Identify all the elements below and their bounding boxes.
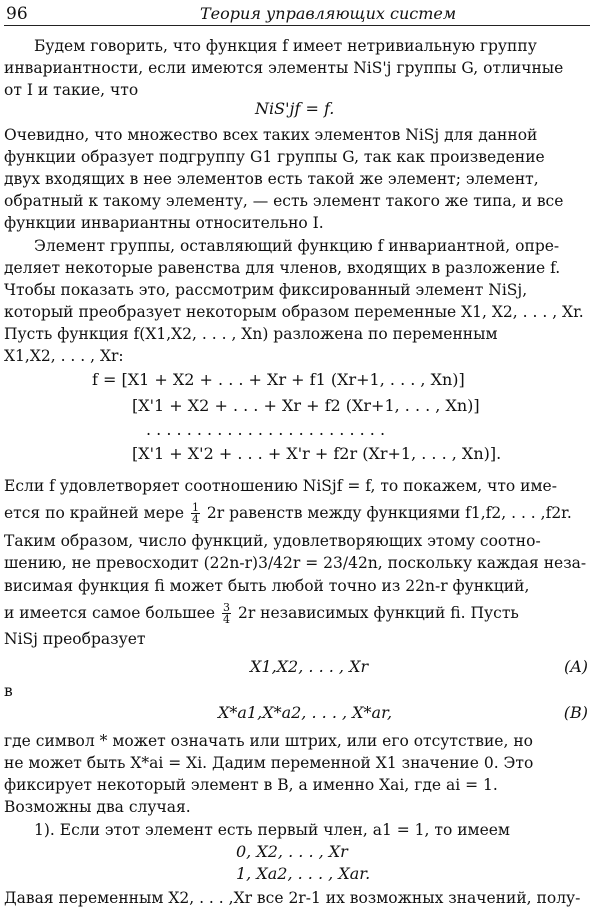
text-line: не может быть X*ai = Xi. Дадим переменной X1 значение 0. Это: [4, 754, 534, 773]
formula-b: X*a1,X*a2, . . . , X*ar,: [218, 703, 393, 723]
text-line: Если f удовлетворяет соотношению NiSjf = f, то покажем, что име-: [4, 476, 557, 495]
text-line: 1). Если этот элемент есть первый член, a1 = 1, то имеем: [34, 820, 510, 839]
equation-tag-a: (A): [563, 656, 588, 676]
fraction-three-quarters: [222, 602, 231, 625]
formula-a: X1,X2, . . . , Xr: [250, 656, 369, 676]
formula-expansion-line-1: f = [X1 + X2 + . . . + Xr + f1 (Xr+1, . . . , Xn)]: [92, 370, 465, 390]
text-fragment: и имеется самое большее: [4, 603, 216, 622]
text-line: NiSj преобразует: [4, 630, 146, 649]
fraction-one-quarter: [191, 502, 200, 525]
text-line: инвариантности, если имеются элементы NiS'j группы G, отличные: [4, 59, 564, 78]
text-line: X1,X2, . . . , Xr:: [4, 347, 124, 366]
text-fragment: ется по крайней мере: [4, 503, 184, 522]
formula-expansion-line-last: [X'1 + X'2 + . . . + X'r + f2r (Xr+1, . . . , Xn)].: [132, 444, 502, 464]
text-line: Таким образом, число функций, удовлетворяющих этому соотно-: [4, 532, 541, 551]
text-line: висимая функция fi может быть любой точно из 22n-r функций,: [4, 576, 530, 595]
formula-case-1-b: 1, Xa2, . . . , Xar.: [236, 863, 371, 883]
header-rule: [4, 25, 590, 26]
formula-expansion-line-2: [X'1 + X2 + . . . + Xr + f2 (Xr+1, . . . , Xn)]: [132, 396, 480, 416]
text-line: Возможны два случая.: [4, 798, 191, 817]
text-line: который преобразует некоторым образом переменные X1, X2, . . . , Xr.: [4, 303, 584, 322]
text-line: Давая переменным X2, . . . ,Xr все 2r-1 их возможных значений, полу-: [4, 889, 581, 907]
fraction-numerator: 1: [191, 501, 199, 515]
page-number: 96: [6, 4, 28, 24]
text-line: где символ * может означать или штрих, или его отсутствие, но: [4, 731, 533, 750]
text-line-with-fraction: [4, 598, 592, 628]
text-line: Будем говорить, что функция f имеет нетривиальную группу: [34, 37, 537, 55]
text-line: Элемент группы, оставляющий функцию f инвариантной, опре-: [34, 236, 560, 255]
text-line: двух входящих в нее элементов есть такой же элемент; элемент,: [4, 170, 539, 189]
text-line-with-fraction: [4, 498, 592, 528]
fraction-denominator: 4: [223, 613, 231, 627]
text-line: Чтобы показать это, рассмотрим фиксированный элемент NiSj,: [4, 280, 528, 299]
formula-invariance: NiS'jf = f.: [255, 98, 335, 118]
text-fragment: 2r равенств между функциями f1,f2, . . . ,f2r.: [206, 503, 572, 522]
text-line: обратный к такому элементу, — есть элемент такого же типа, и все: [4, 192, 564, 211]
fraction-denominator: 4: [191, 513, 199, 527]
text-line: функции инвариантны относительно I.: [4, 214, 324, 233]
text-line: функции образует подгруппу G1 группы G, так как произведение: [4, 147, 545, 166]
text-line: фиксирует некоторый элемент в B, а именно Xai, где ai = 1.: [4, 776, 498, 795]
page-header: [0, 0, 600, 26]
text-line: шению, не превосходит (22n-r)3/42r = 23/42n, поскольку каждая неза-: [4, 554, 587, 573]
formula-dots: . . . . . . . . . . . . . . . . . . . . . . . .: [146, 420, 386, 440]
formula-case-1-a: 0, X2, . . . , Xr: [236, 841, 348, 861]
equation-tag-b: (B): [563, 703, 588, 723]
text-fragment: 2r независимых функций fi. Пусть: [237, 603, 519, 622]
text-line: от I и такие, что: [4, 81, 139, 100]
text-line: Пусть функция f(X1,X2, . . . , Xn) разложена по переменным: [4, 325, 498, 344]
fraction-numerator: 3: [223, 601, 231, 615]
running-title: Теория управляющих систем: [200, 4, 457, 23]
text-line: в: [4, 682, 13, 700]
text-line: Очевидно, что множество всех таких элементов NiSj для данной: [4, 125, 538, 144]
text-line: деляет некоторые равенства для членов, входящих в разложение f.: [4, 258, 561, 277]
